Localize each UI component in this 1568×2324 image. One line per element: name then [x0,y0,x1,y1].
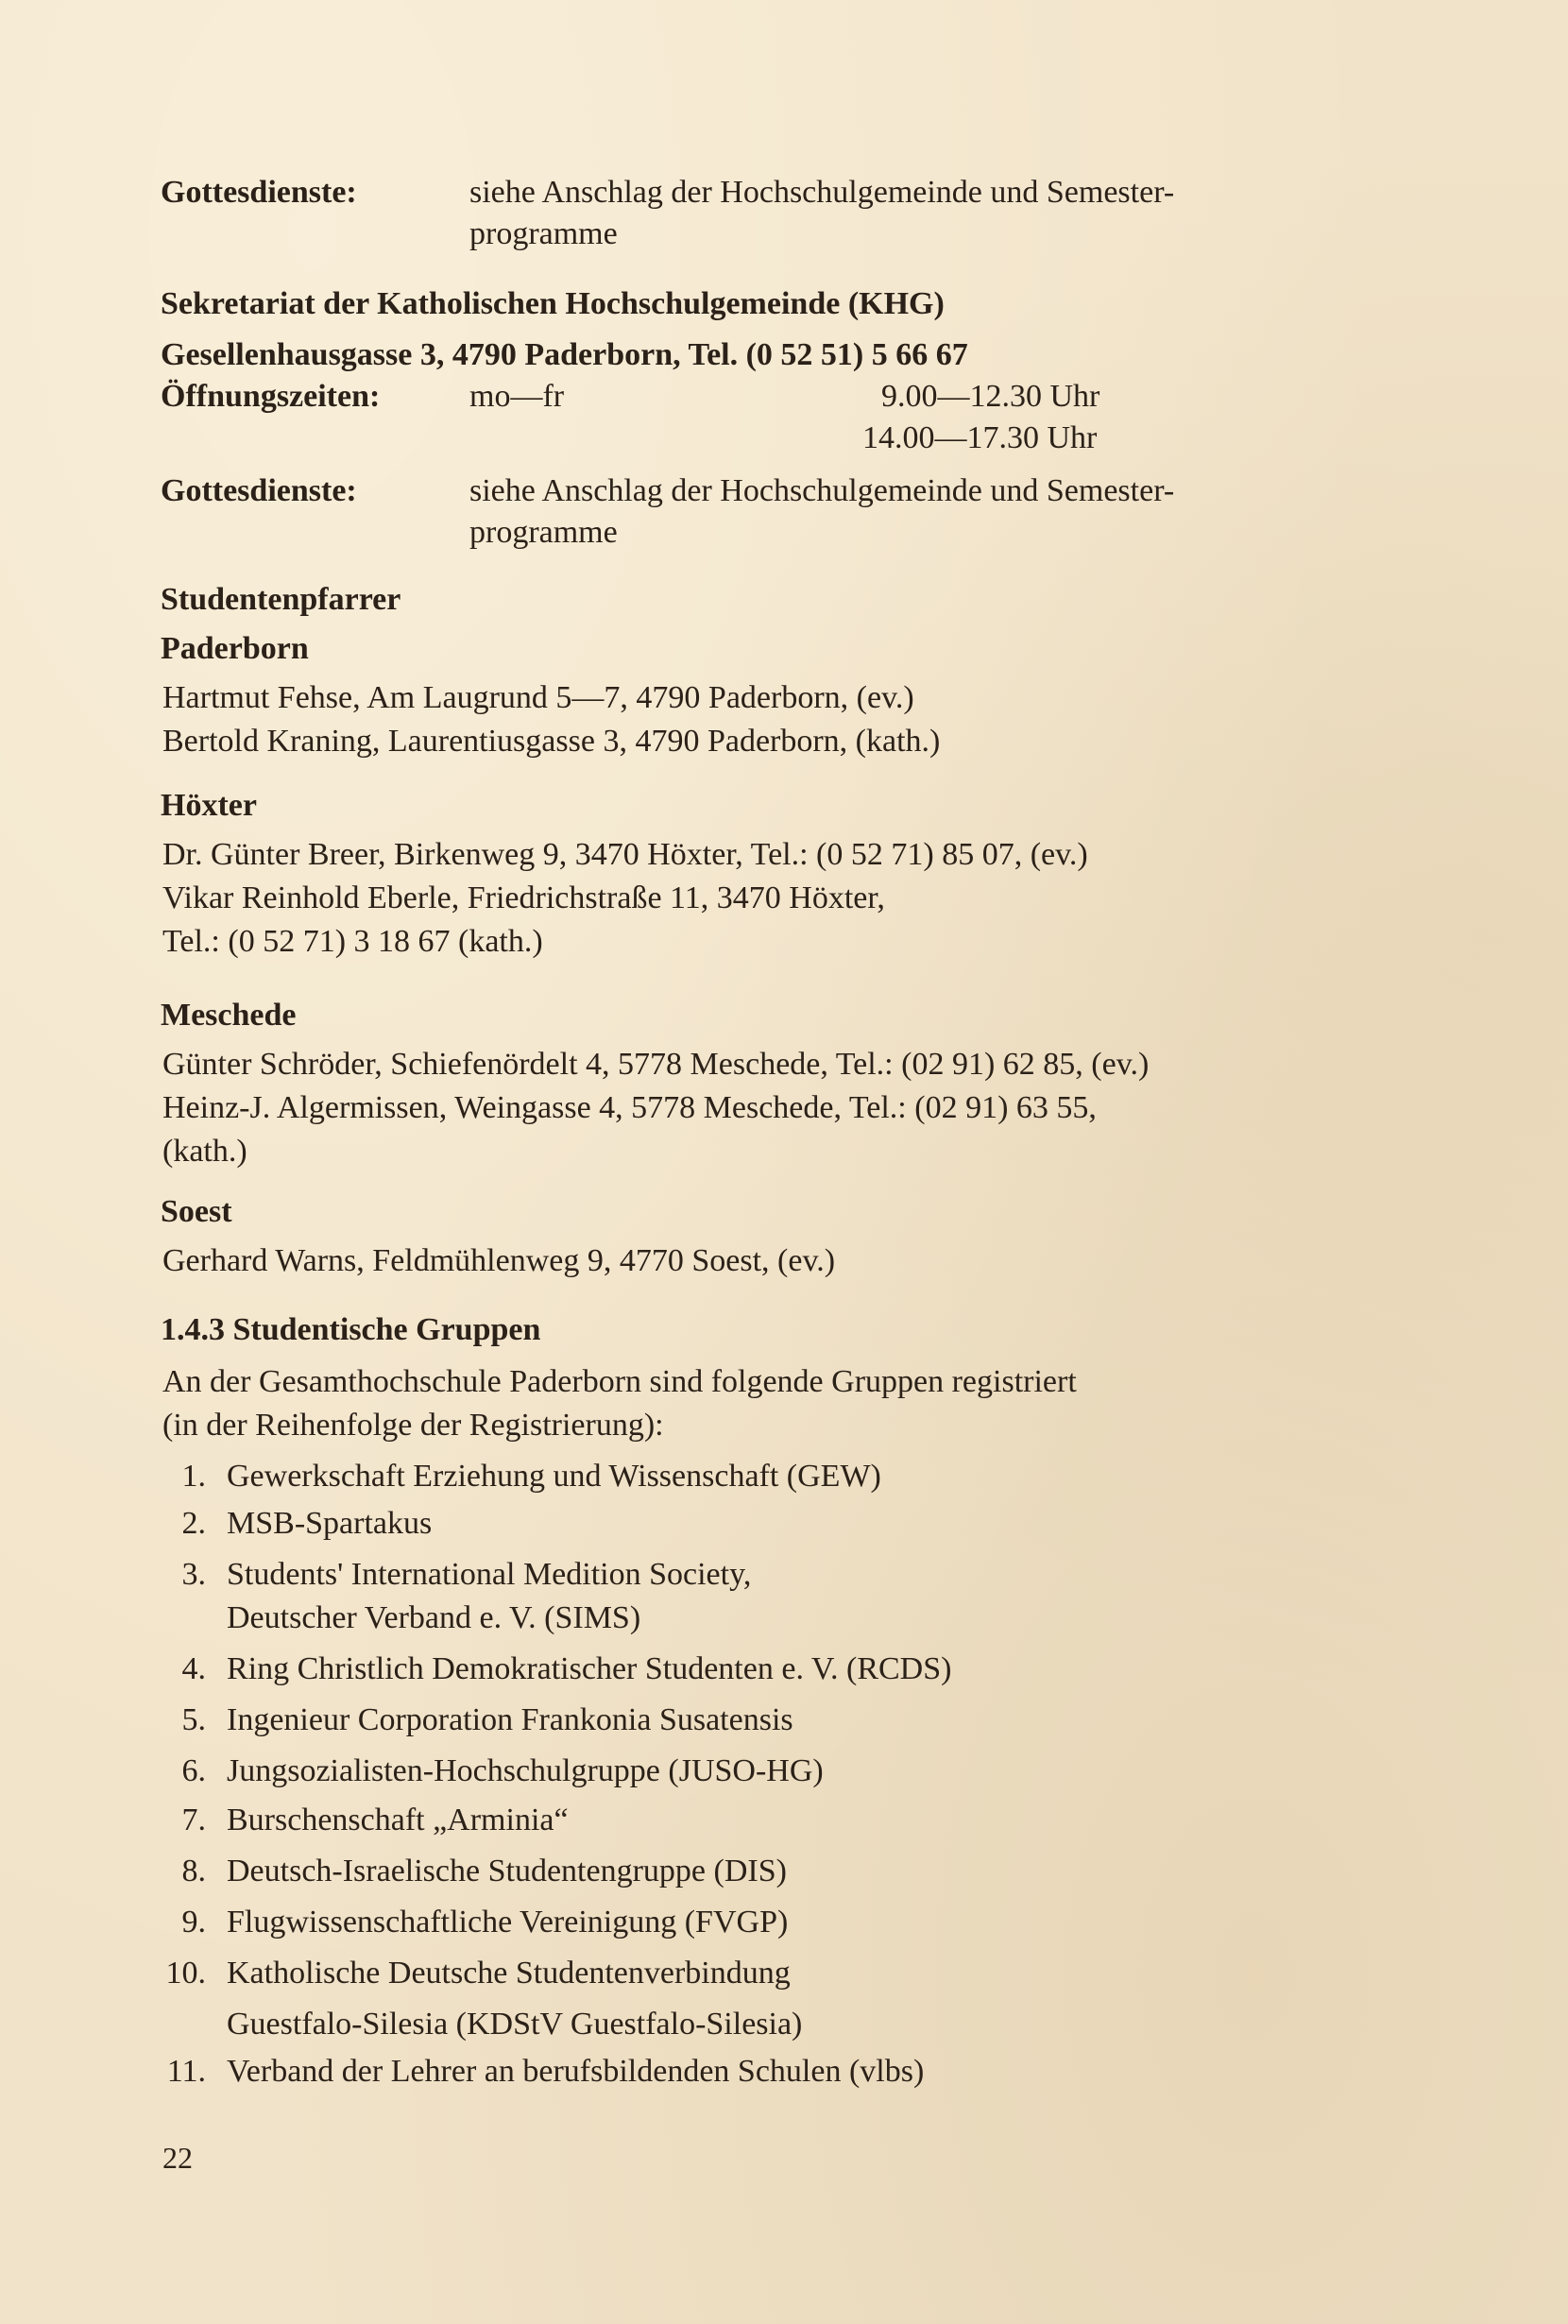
soest-line-1: Gerhard Warns, Feldmühlenweg 9, 4770 Soest, (ev.) [162,1243,836,1278]
group-item: Jungsozialisten-Hochschulgruppe (JUSO-HG) [227,1753,824,1788]
khg-address: Gesellenhausgasse 3, 4790 Paderborn, Tel. (0 52 51) 5 66 67 [161,337,968,372]
group-item: Verband der Lehrer an berufsbildenden Schulen (vlbs) [227,2054,925,2089]
services-label: Gottesdienste: [161,175,357,210]
page-number: 22 [162,2141,193,2175]
groups-intro-line-1: An der Gesamthochschule Paderborn sind folgende Gruppen registriert [162,1364,1077,1399]
group-item: Deutsch-Israelische Studentengruppe (DIS) [227,1854,787,1888]
group-item-continuation: Guestfalo-Silesia (KDStV Guestfalo-Silesia) [227,2007,803,2042]
khg-services-line-1: siehe Anschlag der Hochschulgemeinde und Semester- [469,473,1175,508]
group-number: 10. [165,1956,206,1991]
meschede-line-2: Heinz-J. Algermissen, Weingasse 4, 5778 Meschede, Tel.: (02 91) 63 55, [162,1090,1097,1125]
hoexter-line-1: Dr. Günter Breer, Birkenweg 9, 3470 Höxter, Tel.: (0 52 71) 85 07, (ev.) [162,837,1088,872]
group-number: 11. [166,2054,206,2089]
khg-hours-label: Öffnungszeiten: [161,379,381,414]
group-item: Katholische Deutsche Studentenverbindung [227,1956,791,1991]
khg-heading: Sekretariat der Katholischen Hochschulgemeinde (KHG) [161,286,945,321]
pastors-heading: Studentenpfarrer [161,582,401,617]
khg-hours-1: 9.00—12.30 Uhr [881,379,1100,414]
group-number: 6. [181,1753,206,1788]
group-item: Students' International Medition Society, [227,1557,752,1592]
group-item: Gewerkschaft Erziehung und Wissenschaft (GEW) [227,1459,881,1494]
city-hoexter: Höxter [161,788,257,823]
khg-services-line-2: programme [469,515,618,550]
khg-hours-2: 14.00—17.30 Uhr [862,420,1098,455]
group-item: Ingenieur Corporation Frankonia Susatensis [227,1702,793,1737]
group-number: 9. [181,1905,206,1940]
group-number: 2. [181,1506,206,1541]
group-item: Ring Christlich Demokratischer Studenten e. V. (RCDS) [227,1651,952,1686]
group-item-continuation: Deutscher Verband e. V. (SIMS) [227,1600,641,1635]
group-number: 4. [181,1651,206,1686]
group-item: Flugwissenschaftliche Vereinigung (FVGP) [227,1905,789,1940]
services-text-line-1: siehe Anschlag der Hochschulgemeinde und Semester- [469,175,1175,210]
group-number: 5. [181,1702,206,1737]
group-number: 1. [181,1459,206,1494]
city-soest: Soest [161,1194,232,1229]
hoexter-line-2: Vikar Reinhold Eberle, Friedrichstraße 11, 3470 Höxter, [162,880,885,915]
group-item: MSB-Spartakus [227,1506,433,1541]
khg-hours-days: mo—fr [469,379,565,414]
city-meschede: Meschede [161,998,297,1033]
groups-heading: 1.4.3 Studentische Gruppen [161,1312,541,1347]
khg-services-label: Gottesdienste: [161,473,357,508]
groups-intro-line-2: (in der Reihenfolge der Registrierung): [162,1408,664,1443]
meschede-line-3: (kath.) [162,1134,247,1169]
group-item: Burschenschaft „Arminia“ [227,1803,569,1837]
group-number: 7. [181,1803,206,1837]
group-number: 8. [181,1854,206,1888]
meschede-line-1: Günter Schröder, Schiefenördelt 4, 5778 Meschede, Tel.: (02 91) 62 85, (ev.) [162,1047,1150,1082]
paderborn-line-2: Bertold Kraning, Laurentiusgasse 3, 4790 Paderborn, (kath.) [162,724,941,759]
group-number: 3. [181,1557,206,1592]
paderborn-line-1: Hartmut Fehse, Am Laugrund 5—7, 4790 Paderborn, (ev.) [162,680,914,715]
city-paderborn: Paderborn [161,631,309,666]
hoexter-line-3: Tel.: (0 52 71) 3 18 67 (kath.) [162,924,543,959]
services-text-line-2: programme [469,216,618,251]
